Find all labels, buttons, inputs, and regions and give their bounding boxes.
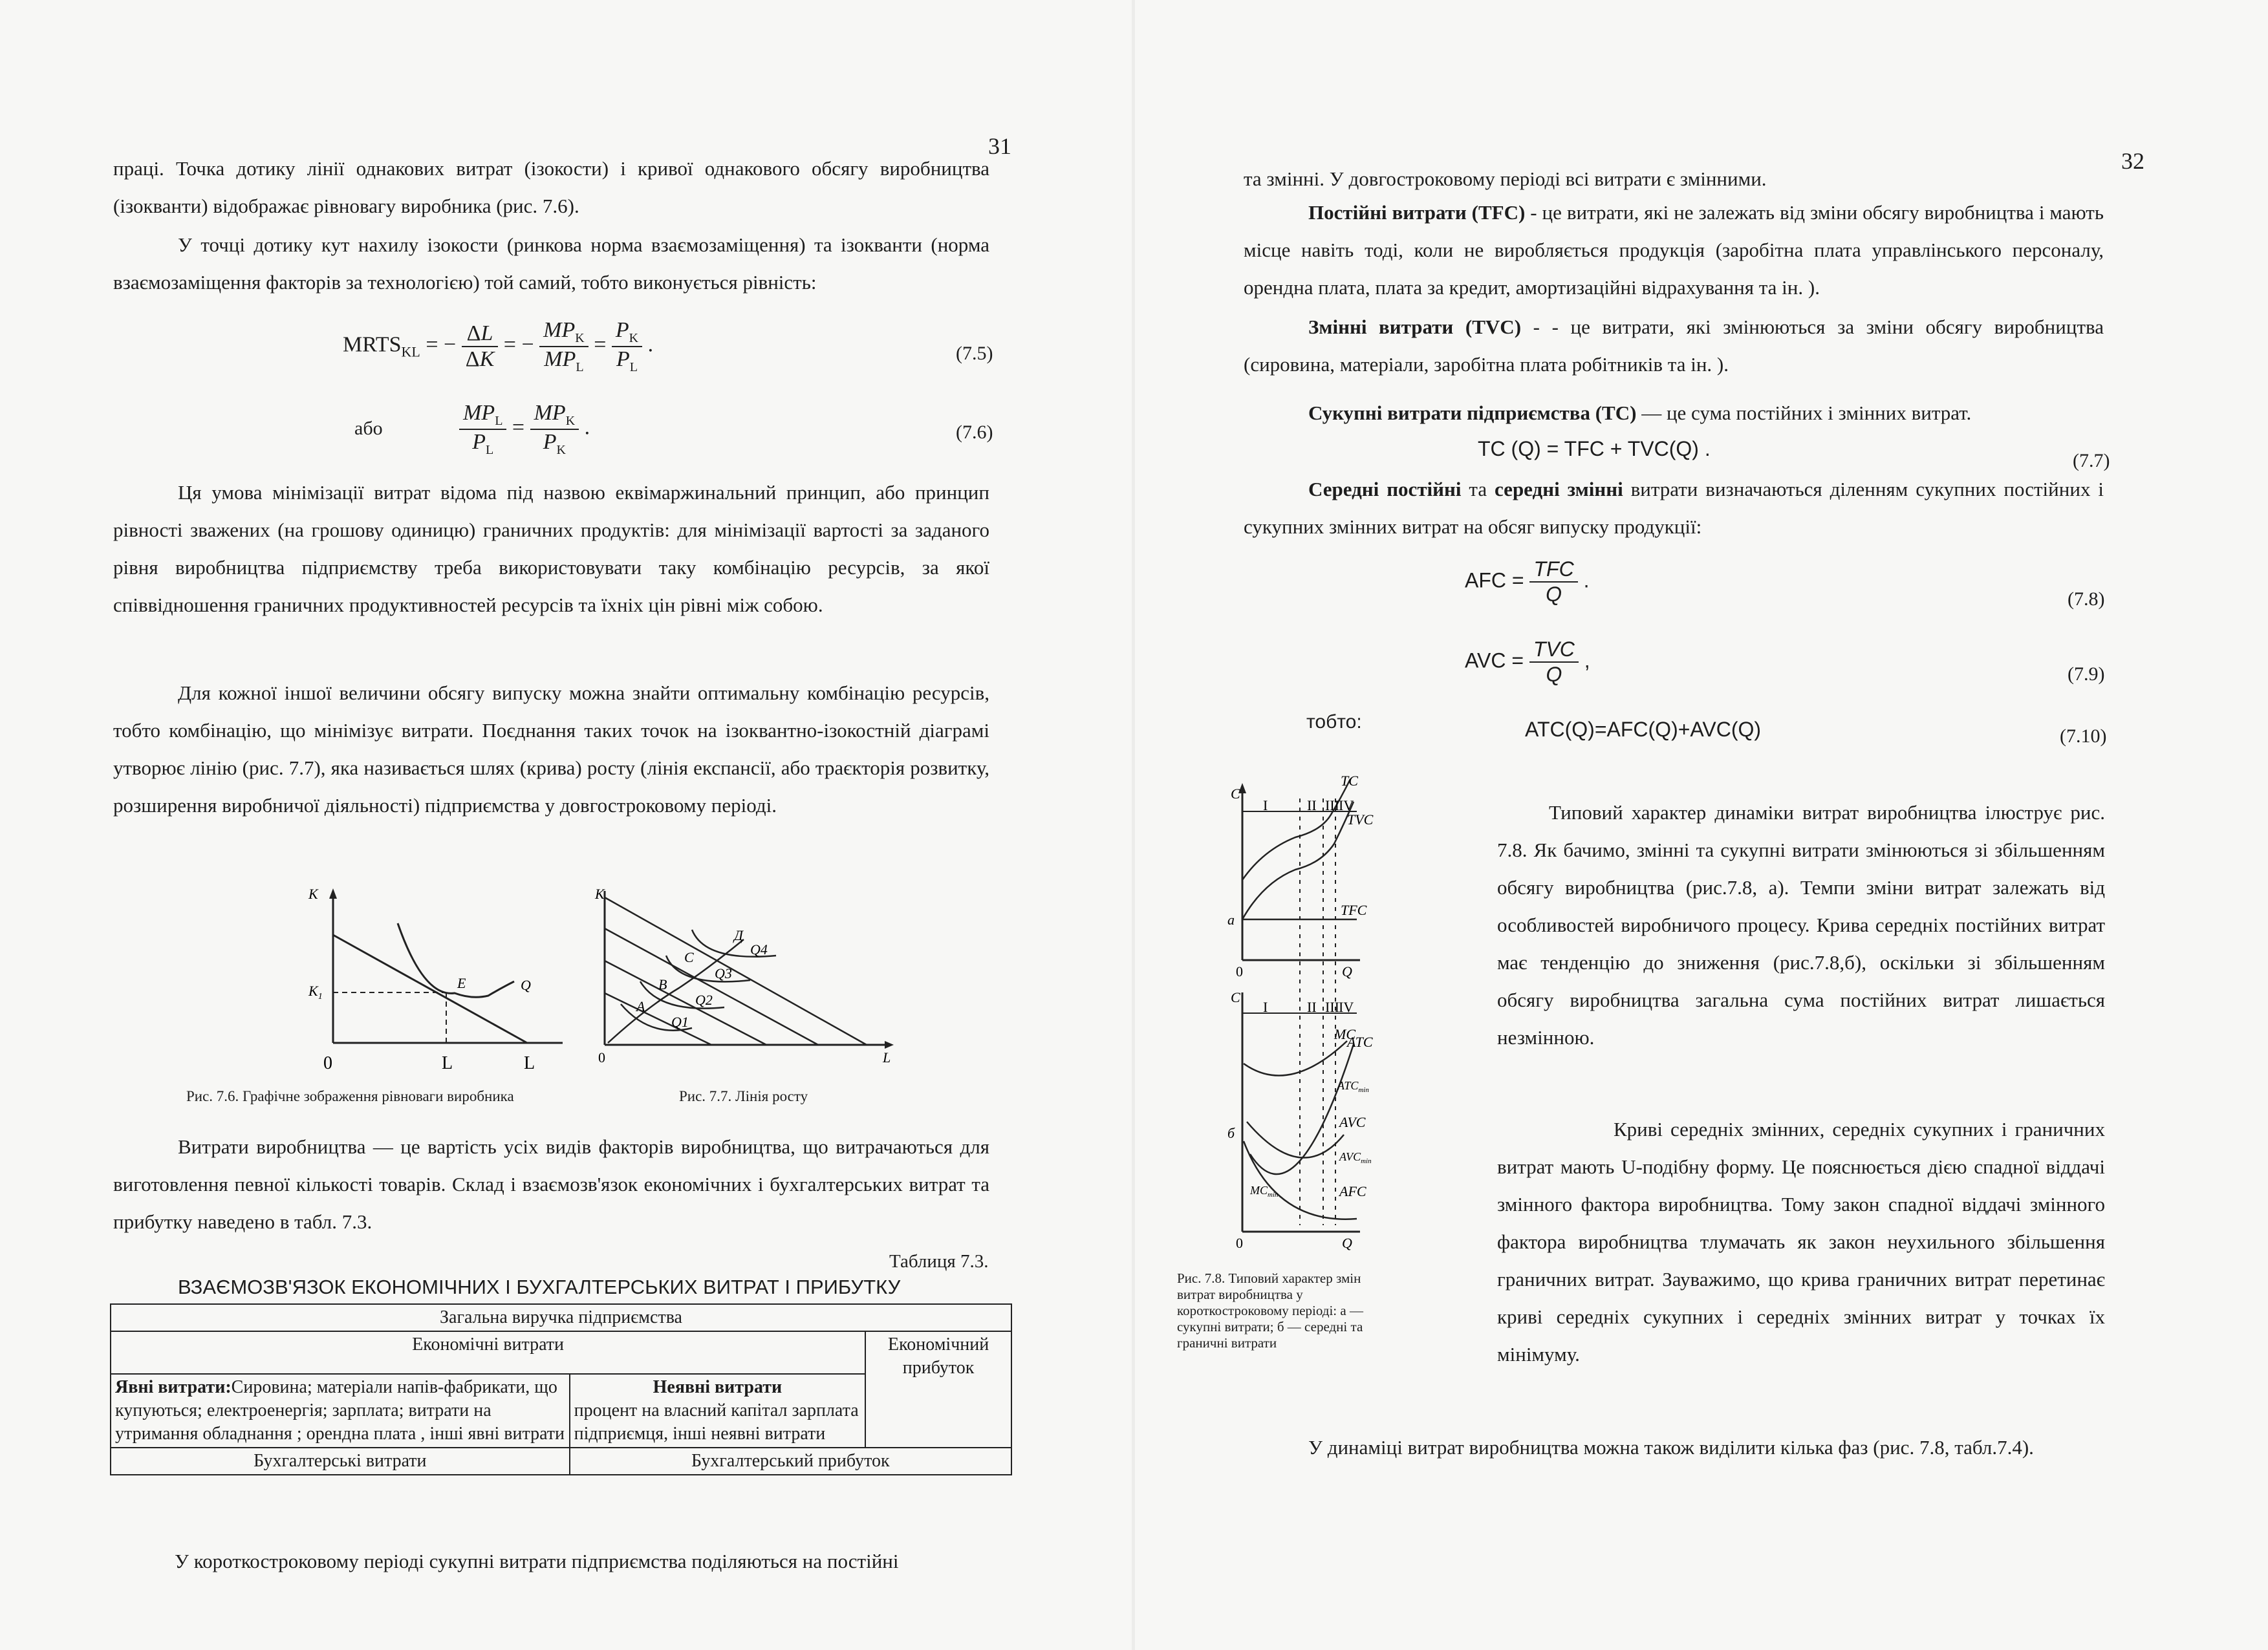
point-b-label: B	[658, 976, 667, 992]
equation-number: (7.7)	[2073, 450, 2110, 471]
origin-label: 0	[323, 1053, 332, 1073]
paragraph: У короткостроковому періоді сукупні витрати підприємства поділяються на постійні	[175, 1550, 899, 1572]
mc-curve	[1250, 1044, 1354, 1174]
right-page	[1135, 0, 2268, 1650]
atc-label: ATC	[1347, 1034, 1373, 1050]
page-number: 32	[2121, 148, 2144, 174]
phase-ii-label: II	[1307, 797, 1317, 813]
axis-label-c-bottom: C	[1231, 989, 1240, 1005]
equation-number: (7.5)	[956, 343, 993, 364]
q3-label: Q3	[715, 965, 732, 981]
q4-label: Q4	[750, 941, 768, 958]
paragraph: Постійні витрати (TFC) - це витрати, які не залежать від зміни обсягу виробництва і мають місце навіть тоді, коли не виробляється продукція (заробітна плата управлінського персоналу, орендна плата, плата за кредит, амортизаційні відрахування та ін. ).	[1244, 201, 2104, 299]
atc-curve	[1244, 1041, 1347, 1076]
paragraph: У динаміці витрат виробництва можна також виділити кілька фаз (рис. 7.8, табл.7.4).	[1308, 1436, 2034, 1459]
atc-min-label: $ATC_{min}$	[1337, 1079, 1369, 1094]
tc-curve	[1242, 779, 1350, 880]
point-c-label: C	[684, 949, 694, 965]
phase-iv-label: IV	[1339, 999, 1354, 1015]
total-revenue-cell: Загальна виручка підприємства	[111, 1304, 1011, 1331]
figure-7-6-producer-equilibrium	[294, 884, 579, 1078]
formula-7-5: $MRTS_{KL}$ = − $\frac{\Delta L}{\Delta K}$ = − $\frac{MP_K}{MP_L}$ = $\frac{P_K}{P_L}$ .	[343, 318, 654, 374]
equation-number: (7.9)	[2068, 663, 2105, 685]
table-row	[111, 1448, 1011, 1475]
axis-label-k: K	[595, 886, 605, 902]
paragraph: У точці дотику кут нахилу ізокости (ринкова норма взаємозаміщення) та ізокванти (норма взаємозаміщення факторів за технологією) той самий, тобто виконується рівність:	[113, 233, 989, 294]
equation-number: (7.6)	[956, 422, 993, 443]
equation-number: (7.10)	[2060, 725, 2107, 747]
paragraph: Витрати виробництва — це вартість усіх видів факторів виробництва, що витрачаються для виготовлення певної кількості товарів. Склад і взаємозв'язок економічних і бухгалтерських витрат та прибутку наведено в табл. 7.3.	[113, 1135, 989, 1233]
y-axis-arrow	[329, 888, 337, 899]
figure-7-7-growth-line	[595, 884, 899, 1078]
axis-label-c: C	[1231, 786, 1240, 802]
paragraph: Змінні витрати (TVC) - - це витрати, які змінюються за зміни обсягу виробництва (сировина, матеріали, заробітна плата робітників та ін. ).	[1244, 316, 2104, 376]
label-k1: $K_1$	[308, 983, 323, 1002]
formula-7-10: ATC(Q)=AFC(Q)+AVC(Q)	[1525, 718, 1762, 741]
panel-b-label: б	[1227, 1125, 1235, 1141]
axis-label-l1: L	[442, 1053, 453, 1073]
formula-7-9: AVC = $\frac{\text{TVC}}{Q}$ ,	[1465, 638, 1590, 686]
phase-iii-label: III	[1325, 797, 1339, 813]
axis-label-q-bottom: Q	[1342, 1235, 1352, 1251]
paragraph: Ця умова мінімізації витрат відома під назвою еквімаржинальний принцип, або принцип рівності зважених (на грошову одиницю) граничних продуктів: для мінімізації вартості за заданого рівня виробництва підприємству треба використовувати таку комбінацію ресурсів, за якої співвідношення граничних продуктивностей ресурсів та їхніх цін рівні між собою.	[113, 481, 989, 616]
formula-7-10-prefix: тобто:	[1306, 711, 1362, 733]
phase-iv-label: IV	[1339, 797, 1354, 813]
mc-min-label: $MC_{min}$	[1250, 1184, 1279, 1199]
table-row	[111, 1331, 1011, 1374]
isoquant-curve	[398, 923, 514, 997]
formula-7-6: або $\frac{MP_L}{P_L}$ = $\frac{MP_K}{P_K}$ .	[354, 401, 590, 457]
explicit-costs-cell: Явні витрати:Сировина; матеріали напів-фабрикати, що купуються; електроенергія; зарплата; витрати на утримання обладнання ; орендна плата , інші явні витрати	[111, 1374, 570, 1448]
isoquant-q-label: Q	[521, 977, 531, 993]
axis-label-l: L	[883, 1049, 891, 1066]
paragraph: Сукупні витрати підприємства (TC) — це сума постійних і змінних витрат.	[1308, 402, 1972, 424]
paragraph: праці. Точка дотику лінії однакових витрат (ізокости) і кривої однакового обсягу виробництва (ізокванти) відображає рівновагу виробника (рис. 7.6).	[113, 157, 989, 217]
table-number: Таблиця 7.3.	[889, 1251, 989, 1272]
avc-curve	[1247, 1122, 1344, 1158]
phase-i-label: I	[1263, 999, 1268, 1015]
paragraph: Для кожної іншої величини обсягу випуску можна знайти оптимальну комбінацію ресурсів, тобто комбінацію, що мінімізує витрати. Поєднання таких точок на ізоквантно-ізокостній діаграмі утворює лінію (рис. 7.7), яка називається шлях (крива) росту (лінія експансії, або траєкторія розвитку, розширення виробничої діяльності) підприємства у довгостроковому періоді.	[113, 681, 989, 817]
q2-label: Q2	[695, 992, 713, 1008]
isocost-line-3	[605, 928, 818, 1045]
accounting-costs-cell: Бухгалтерські витрати	[111, 1448, 570, 1475]
figure-7-8-cost-dynamics	[1224, 773, 1374, 1251]
axis-label-k: K	[308, 886, 318, 902]
point-e-label: E	[457, 975, 466, 991]
paragraph: та змінні. У довгостроковому періоді всі витрати є змінними.	[1244, 167, 1767, 190]
mc-label: MC	[1334, 1026, 1355, 1042]
table-row	[111, 1304, 1011, 1331]
implicit-costs-cell: Неявні витрати процент на власний капітал зарплата підприємця, інші неявні витрати	[570, 1374, 866, 1448]
economic-profit-cell: Економічний прибуток	[865, 1331, 1011, 1448]
formula-7-7: TC (Q) = TFC + TVC(Q) .	[1478, 437, 1711, 460]
figure-caption: Рис. 7.7. Лінія росту	[679, 1088, 808, 1104]
avc-label: AVC	[1339, 1114, 1366, 1130]
phase-ii-label: II	[1307, 999, 1317, 1015]
origin-top-label: 0	[1236, 963, 1243, 980]
origin-bottom-label: 0	[1236, 1235, 1243, 1251]
point-a-label: A	[636, 998, 645, 1014]
page-number: 31	[988, 133, 1011, 159]
phase-iii-label: III	[1325, 999, 1339, 1015]
afc-label: AFC	[1339, 1183, 1366, 1199]
x-axis-arrow	[885, 1041, 894, 1049]
origin-label: 0	[598, 1049, 605, 1066]
paragraph: Криві середніх змінних, середніх сукупних і граничних витрат мають U-подібну форму. Це пояснюється дією спадної віддачі змінного фактора виробництва. Тому закон спадної віддачі змінного фактора виробництва тлумачать як закон неухильного збільшення граничних витрат. Зауважимо, що крива граничних витрат перетинає криві середніх сукупних і середніх змінних витрат у точках їх мінімуму.	[1497, 1118, 2105, 1366]
table-title: ВЗАЄМОЗВ'ЯЗОК ЕКОНОМІЧНИХ І БУХГАЛТЕРСЬКИХ ВИТРАТ І ПРИБУТКУ	[178, 1276, 901, 1298]
tc-label: TC	[1341, 773, 1358, 789]
equation-number: (7.8)	[2068, 588, 2105, 610]
figure-caption: Рис. 7.6. Графічне зображення рівноваги виробника	[186, 1088, 514, 1104]
tvc-label: TVC	[1347, 811, 1374, 828]
isocost-line	[333, 935, 527, 1043]
figure-caption: Рис. 7.8. Типовий характер змін витрат виробництва у короткостроковому періоді: а — сукупні витрати; б — середні та граничні витрати	[1177, 1270, 1363, 1351]
point-d-label: Д	[734, 927, 743, 943]
phase-i-label: I	[1263, 797, 1268, 813]
economic-costs-cell: Економічні витрати	[111, 1331, 865, 1374]
paragraph: Типовий характер динаміки витрат виробництва ілюструє рис. 7.8. Як бачимо, змінні та сукупні витрати змінюються зі збільшенням обсягу виробництва (рис.7.8, а). Темпи зміни витрат залежать від особливостей виробничого процесу. Крива середніх постійних витрат має тенденцію до зниження (рис.7.8,б), оскільки зі збільшенням обсягу виробництва загальна сума постійних витрат лишається незмінною.	[1497, 801, 2105, 1049]
avc-min-label: $AVC_{min}$	[1339, 1150, 1372, 1165]
axis-label-l: L	[524, 1053, 535, 1073]
table-7-3	[110, 1303, 1012, 1475]
left-page	[0, 0, 1132, 1650]
axis-label-q-top: Q	[1342, 963, 1352, 980]
q1-label: Q1	[671, 1014, 689, 1030]
paragraph: Середні постійні та середні змінні витрати визначаються діленням сукупних постійних і сукупних змінних витрат на обсяг випуску продукції:	[1244, 478, 2104, 538]
tfc-label: TFC	[1341, 902, 1367, 918]
formula-7-8: AFC = $\frac{\text{TFC}}{Q}$ .	[1465, 557, 1590, 606]
panel-a-label: а	[1227, 912, 1235, 928]
accounting-profit-cell: Бухгалтерський прибуток	[570, 1448, 1011, 1475]
